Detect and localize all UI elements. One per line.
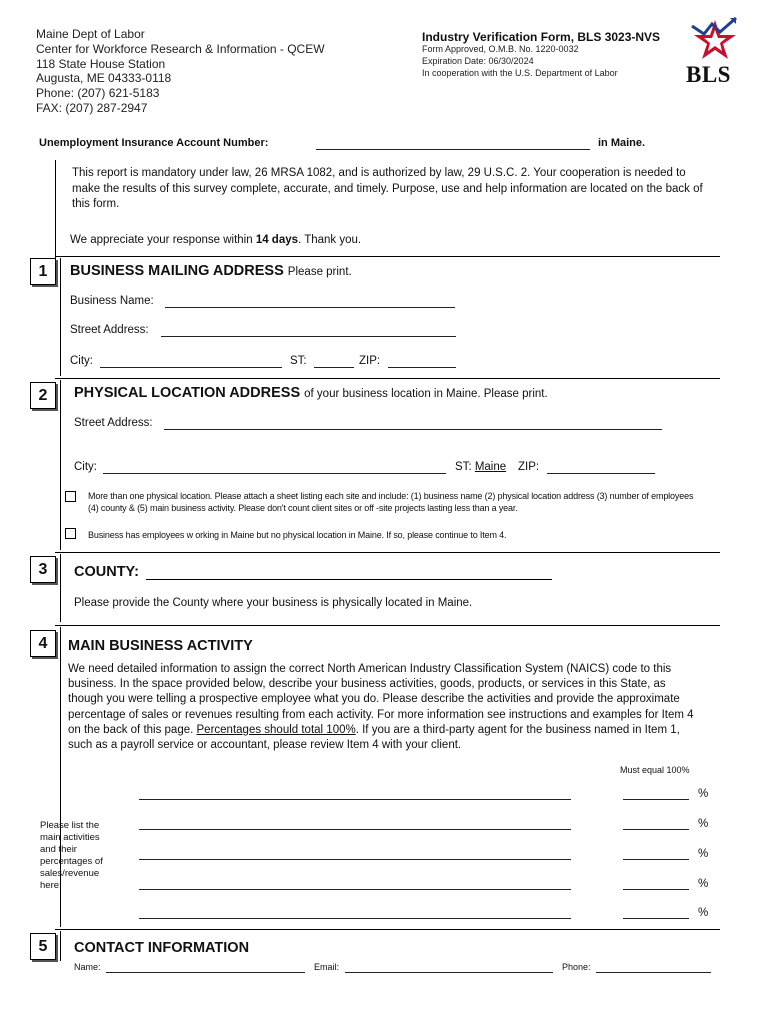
section2-subtitle: of your business location in Maine. Please print. <box>304 388 548 400</box>
section1-subtitle: Please print. <box>287 266 352 278</box>
bls-logo-text: BLS <box>686 62 731 87</box>
section1-number: 1 <box>30 258 56 285</box>
activity-percent-input[interactable] <box>623 829 689 830</box>
physical-state-label-text: ST: <box>455 461 472 473</box>
form-title: Industry Verification Form, BLS 3023-NVS <box>422 30 661 44</box>
mailing-state-input[interactable] <box>314 367 354 368</box>
percent-sign: % <box>698 788 709 800</box>
activity-instructions-tail: . If you are a third-party agent for the business named in Item 1, such as a payroll service or accountant, please review Item 4 with your client. <box>68 723 680 752</box>
multiple-locations-checkbox[interactable] <box>65 491 76 502</box>
agency-address-block <box>36 27 325 116</box>
side-label-line: main activities <box>40 832 100 843</box>
physical-state-value: Maine <box>474 461 507 473</box>
section5-left-border <box>60 931 61 961</box>
ui-account-suffix: in Maine. <box>598 137 646 149</box>
mailing-state-label: ST: <box>290 355 307 367</box>
percent-sign: % <box>698 907 709 919</box>
contact-name-input[interactable] <box>106 972 305 973</box>
omb-approval: Form Approved, O.M.B. No. 1220-0032 <box>422 44 579 54</box>
agency-phone: Phone: (207) 621-5183 <box>36 86 160 101</box>
section4-number: 4 <box>30 630 56 657</box>
section3-left-border <box>60 554 61 622</box>
percent-sign: % <box>698 878 709 890</box>
left-border-top <box>55 160 56 260</box>
side-label-line: and their <box>40 844 77 855</box>
must-equal-note: Must equal 100% <box>620 765 690 775</box>
agency-fax: FAX: (207) 287-2947 <box>36 100 148 115</box>
section1-title: BUSINESS MAILING ADDRESS <box>70 263 284 279</box>
cooperation-note: In cooperation with the U.S. Department of Labor <box>422 68 618 78</box>
physical-state-label <box>455 461 506 473</box>
activity-instructions-main: We need detailed information to assign the correct North American Industry Classification System (NAICS) code to this business. In the space provided below, describe your business activities, goods, products, or services in this State, as though you were telling a prospective employee what you do. Please describe the activities and provide the approximate percentage of sales or revenues resulting from each activity. For more information see instructions and examples for Item 4 on the back of this page. <box>68 663 694 736</box>
thanks-suffix: . Thank you. <box>298 234 362 246</box>
contact-phone-label: Phone: <box>562 962 591 972</box>
activity-description-input[interactable] <box>139 889 571 890</box>
ui-account-input[interactable] <box>316 149 590 150</box>
form-meta <box>422 43 618 79</box>
activity-percent-input[interactable] <box>623 859 689 860</box>
section5-top-rule <box>55 929 720 930</box>
section2-top-rule <box>55 378 720 379</box>
activity-description-input[interactable] <box>139 859 571 860</box>
section4-heading: MAIN BUSINESS ACTIVITY <box>68 638 253 654</box>
mailing-city-label: City: <box>70 355 93 367</box>
multiple-locations-label: More than one physical location. Please attach a sheet listing each site and include: (1) business name (2) physical location address (3) number of employees (4) county & (5) main business activity. Please don't count client sites or off -site projects lasting less than a year. <box>88 491 694 513</box>
mailing-zip-label: ZIP: <box>359 355 381 367</box>
activity-description-input[interactable] <box>139 799 571 800</box>
side-label-line: sales/revenue <box>40 868 100 879</box>
side-label-line: here: <box>40 880 62 891</box>
agency-name: Maine Dept of Labor <box>36 27 145 41</box>
activity-description-input[interactable] <box>139 829 571 830</box>
physical-city-label: City: <box>74 461 97 473</box>
agency-center: Center for Workforce Research & Information - QCEW <box>36 41 325 56</box>
mailing-street-input[interactable] <box>161 336 456 337</box>
expiration-date: Expiration Date: 06/30/2024 <box>422 56 534 66</box>
section1-left-border <box>60 258 61 376</box>
physical-zip-label: ZIP: <box>518 461 540 473</box>
mailing-zip-input[interactable] <box>388 367 456 368</box>
no-physical-location-checkbox[interactable] <box>65 528 76 539</box>
agency-street: 118 State House Station <box>36 56 166 71</box>
activity-percent-input[interactable] <box>623 799 689 800</box>
section5-heading: CONTACT INFORMATION <box>74 940 250 956</box>
section2-left-border <box>60 380 61 550</box>
section4-top-rule <box>55 625 720 626</box>
county-label: COUNTY: <box>74 564 139 580</box>
section2-title: PHYSICAL LOCATION ADDRESS <box>74 385 301 401</box>
activity-description-input[interactable] <box>139 918 571 919</box>
physical-zip-input[interactable] <box>547 473 655 474</box>
thanks-prefix: We appreciate your response within <box>70 234 253 246</box>
business-name-input[interactable] <box>165 307 455 308</box>
mailing-street-label: Street Address: <box>70 324 149 336</box>
activity-percent-input[interactable] <box>623 889 689 890</box>
side-label-line: Please list the <box>40 820 100 831</box>
activity-side-label <box>40 820 103 892</box>
physical-street-input[interactable] <box>164 429 662 430</box>
bls-star-icon <box>684 14 746 66</box>
percent-sign: % <box>698 848 709 860</box>
county-input[interactable] <box>146 579 552 580</box>
county-note: Please provide the County where your business is physically located in Maine. <box>74 597 473 609</box>
no-physical-location-label: Business has employees w orking in Maine but no physical location in Maine. If so, please continue to Item 4. <box>88 530 507 540</box>
physical-city-input[interactable] <box>103 473 446 474</box>
physical-street-label: Street Address: <box>74 417 153 429</box>
bls-logo <box>684 14 746 90</box>
ui-account-label: Unemployment Insurance Account Number: <box>39 137 269 149</box>
mailing-city-input[interactable] <box>100 367 282 368</box>
contact-email-label: Email: <box>314 962 340 972</box>
activity-instructions <box>68 662 696 753</box>
percent-sign: % <box>698 818 709 830</box>
business-name-label: Business Name: <box>70 295 154 307</box>
section2-heading <box>74 385 548 401</box>
section5-number: 5 <box>30 933 56 960</box>
section1-heading <box>70 263 352 279</box>
section3-number: 3 <box>30 556 56 583</box>
contact-phone-input[interactable] <box>596 972 711 973</box>
percent-total-note: Percentages should total 100% <box>196 723 356 736</box>
contact-name-label: Name: <box>74 962 101 972</box>
section1-top-rule <box>55 256 720 257</box>
thanks-text <box>70 233 361 249</box>
mandatory-notice: This report is mandatory under law, 26 MRSA 1082, and is authorized by law, 29 U.S.C. 2. Your cooperation is needed to make the results of this survey complete, accurate, and timely. Purpose, use and help information are located on the back of this form. <box>72 167 703 210</box>
thanks-days: 14 days <box>255 234 299 246</box>
contact-email-input[interactable] <box>345 972 553 973</box>
section3-top-rule <box>55 552 720 553</box>
side-label-line: percentages of <box>40 856 103 867</box>
agency-city: Augusta, ME 04333-0118 <box>36 71 172 86</box>
section2-number: 2 <box>30 382 56 409</box>
activity-percent-input[interactable] <box>623 918 689 919</box>
